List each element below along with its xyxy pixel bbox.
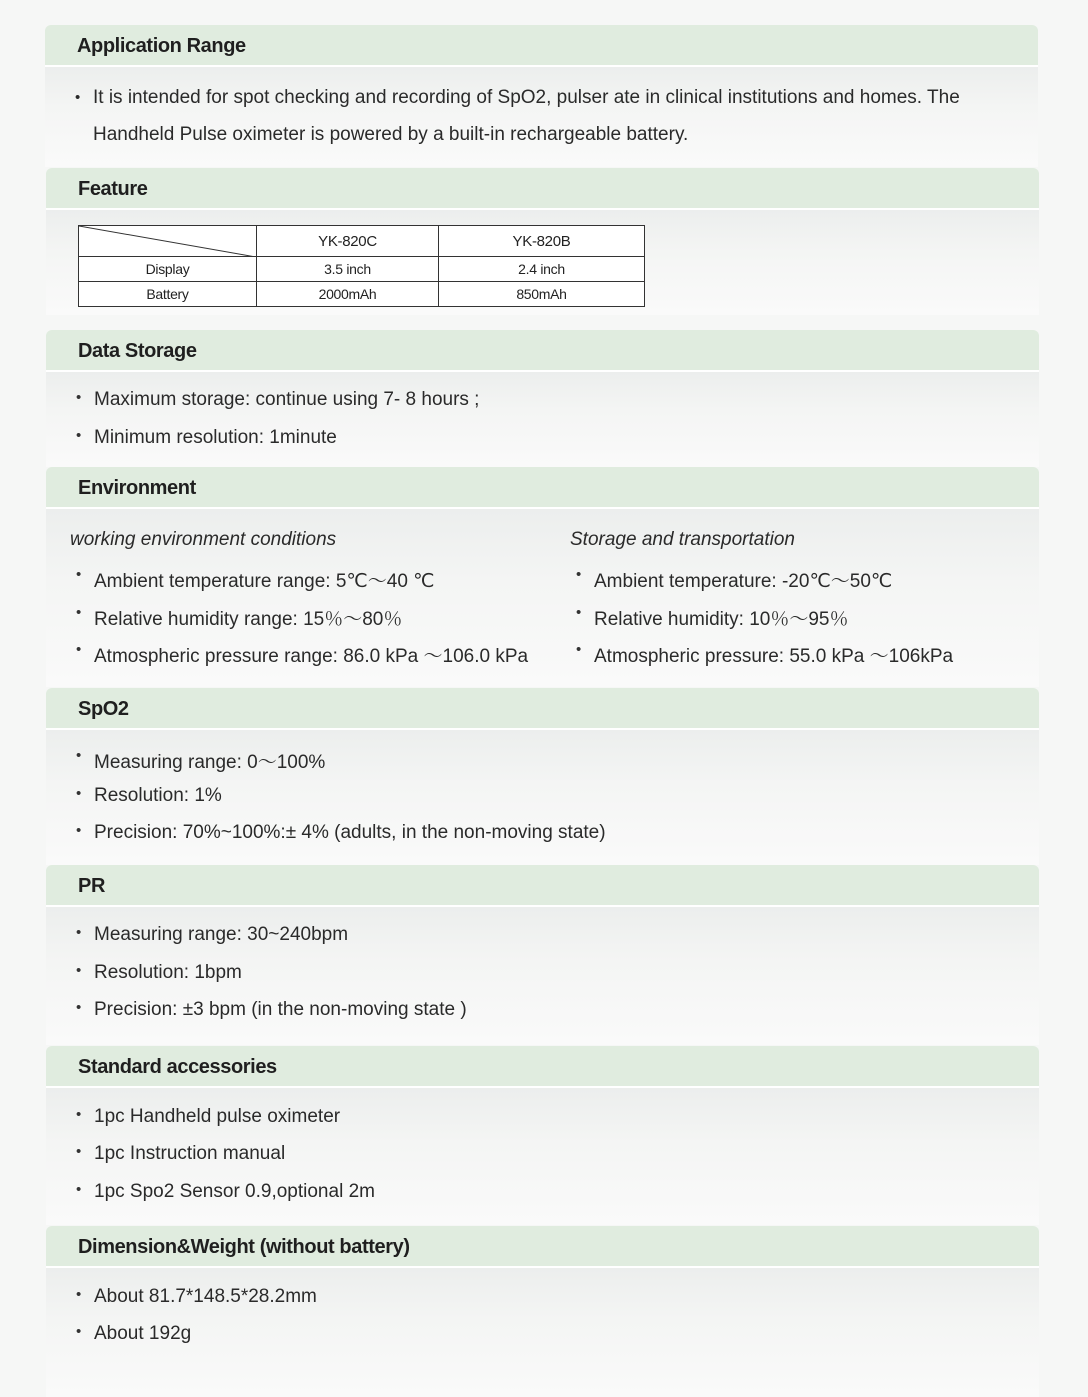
- list-item: • Atmospheric pressure range: 86.0 kPa ～106.0 kPa: [76, 641, 528, 679]
- section-body: [46, 509, 1039, 687]
- pr-list: [76, 924, 467, 1037]
- section-feature: [46, 168, 1039, 315]
- list-item: • About 81.7*148.5*28.2mm: [76, 1286, 317, 1323]
- working-conditions-title: working environment conditions: [70, 529, 337, 550]
- list-item: • Maximum storage: continue using 7- 8 hours ;: [76, 389, 479, 427]
- list-item: • 1pc Handheld pulse oximeter: [76, 1106, 375, 1143]
- accessories-list: [76, 1106, 375, 1219]
- table-cell: 850mAh: [439, 282, 645, 307]
- section-pr: [46, 865, 1039, 1045]
- table-header-cell: YK-820B: [439, 226, 645, 257]
- row-label: Battery: [79, 282, 257, 307]
- section-environment: [46, 467, 1039, 687]
- list-item: • About 192g: [76, 1323, 317, 1361]
- list-item: • Resolution: 1%: [76, 785, 606, 822]
- list-item: • Ambient temperature range: 5℃～40 ℃: [76, 566, 528, 604]
- list-item: • Relative humidity range: 15％～80％: [76, 604, 528, 641]
- section-title: Feature: [46, 168, 1039, 210]
- list-item: • Measuring range: 30~240bpm: [76, 924, 467, 962]
- dimension-list: [76, 1286, 317, 1361]
- section-title: Standard accessories: [46, 1046, 1039, 1088]
- storage-transport-title: Storage and transportation: [570, 529, 795, 550]
- row-label: Display: [79, 257, 257, 282]
- table-cell: 2000mAh: [257, 282, 439, 307]
- section-title: PR: [46, 865, 1039, 907]
- section-title: Environment: [46, 467, 1039, 509]
- working-conditions-list: [76, 566, 528, 679]
- list-item: • Measuring range: 0～100%: [76, 747, 606, 785]
- section-title: Dimension&Weight (without battery): [46, 1226, 1039, 1268]
- list-item: • Atmospheric pressure: 55.0 kPa ～106kPa: [576, 641, 953, 679]
- section-title: Data Storage: [46, 330, 1039, 372]
- table-header-cell: YK-820C: [257, 226, 439, 257]
- section-title: SpO2: [46, 688, 1039, 730]
- section-body: [46, 372, 1039, 467]
- application-range-text: • It is intended for spot checking and recording of SpO2, pulser ate in clinical institutions and homes. The Handheld Pulse oximeter is powered by a built-in rechargeable battery.: [75, 79, 1025, 153]
- list-item: • 1pc Instruction manual: [76, 1143, 375, 1181]
- table-row: [79, 282, 645, 307]
- table-row: [79, 257, 645, 282]
- section-standard-accessories: [46, 1046, 1039, 1225]
- table-cell: 2.4 inch: [439, 257, 645, 282]
- list-item: • Precision: 70%~100%:± 4% (adults, in the non-moving state): [76, 822, 606, 860]
- diagonal-line: [79, 226, 256, 257]
- section-data-storage: [46, 330, 1039, 467]
- list-item: • Precision: ±3 bpm (in the non-moving state ): [76, 999, 467, 1037]
- feature-table: [78, 225, 645, 307]
- section-body: [46, 730, 1039, 865]
- data-storage-list: [76, 389, 479, 465]
- section-spo2: [46, 688, 1039, 865]
- section-dimension-weight: [46, 1226, 1039, 1397]
- list-item: • Relative humidity: 10％～95％: [576, 604, 953, 641]
- list-item: • Resolution: 1bpm: [76, 962, 467, 999]
- section-body: [46, 210, 1039, 315]
- table-cell: 3.5 inch: [257, 257, 439, 282]
- table-corner-cell: [79, 226, 257, 257]
- spo2-list: [76, 747, 606, 860]
- list-item: • Ambient temperature: -20℃～50℃: [576, 566, 953, 604]
- list-item: • Minimum resolution: 1minute: [76, 427, 479, 465]
- section-body: [46, 1088, 1039, 1225]
- section-application-range: [45, 25, 1038, 167]
- bullet: •: [75, 89, 81, 106]
- list-item: • 1pc Spo2 Sensor 0.9,optional 2m: [76, 1181, 375, 1219]
- section-body: [46, 1268, 1039, 1397]
- section-title: Application Range: [45, 25, 1038, 67]
- storage-transport-list: [576, 566, 953, 679]
- section-body: [45, 67, 1038, 167]
- section-body: [46, 907, 1039, 1045]
